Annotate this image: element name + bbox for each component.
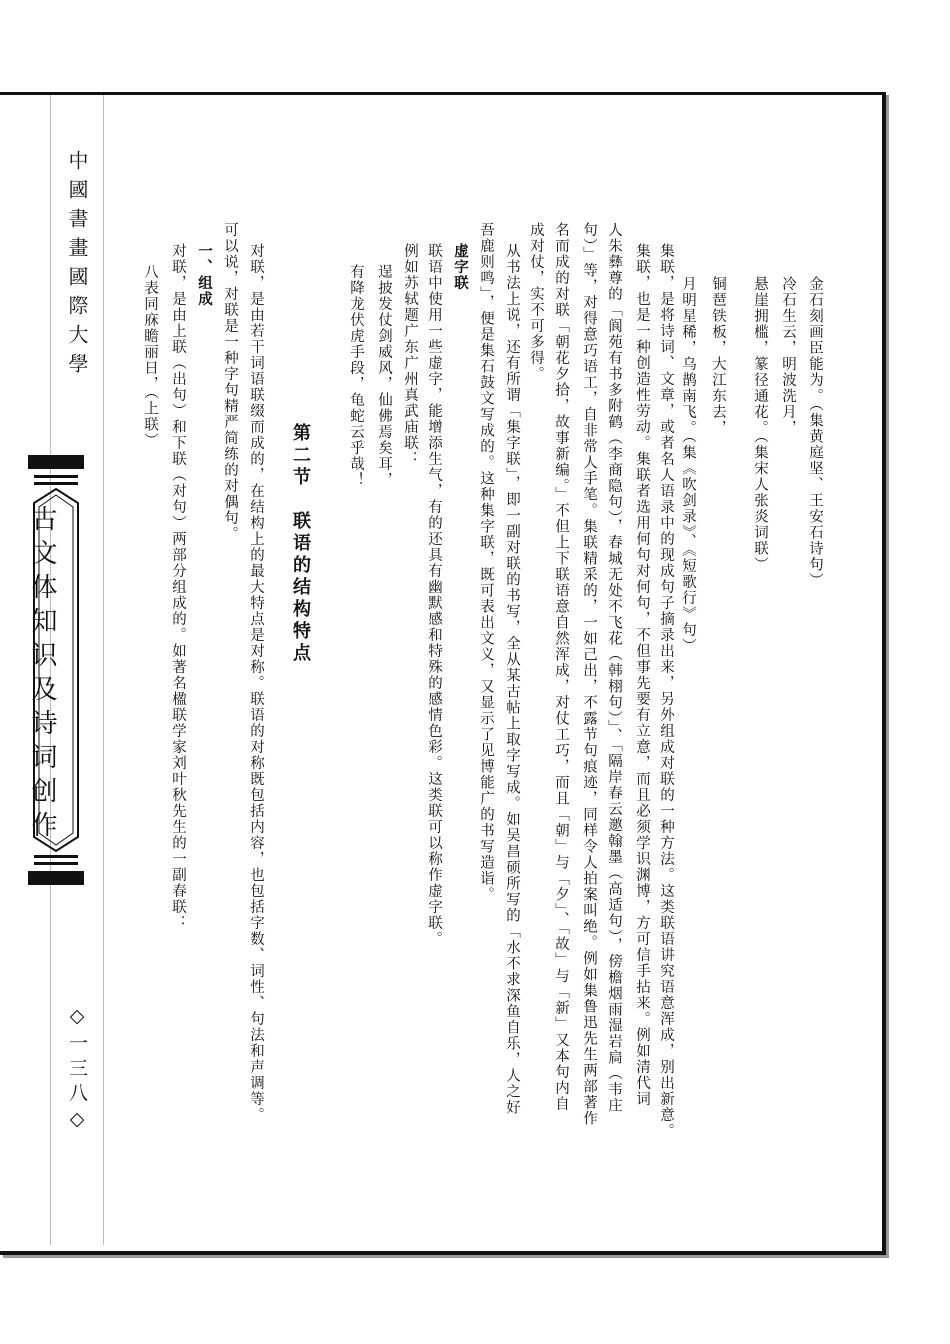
text-column: 吾鹿则鸣」，便是集石鼓文写成的。这种集字联，既可表出文义，又显示了见博能广的书写造诣。 — [478, 222, 494, 903]
text-column: 句）」等，对得意巧语工，自非常人手笔。集联精采的，一如己出，不露节句痕迹，同样令人拍案叫绝。例如集鲁迅先生两部著作 — [581, 222, 597, 1127]
text-column: 对联，是由若干词语联缀而成的，在结构上的最大特点是对称。联语的对称既包括内容，也包括字数、词性、句法和声调等。 — [248, 243, 264, 1123]
page-number: ◇一三八◇ — [66, 1005, 88, 1136]
text-column: 集联，也是一种创造性劳动。集联者选用何句对何句，不但事先要有立意，而且必须学识渊博，方可信手拈来。例如清代词 — [634, 243, 650, 1107]
text-column: 从书法上说，还有所谓「集字联」，即一副对联的书写，全从某古帖上取字写成。如吴昌硕所写的「水不求深鱼自乐，人之好 — [504, 243, 520, 1116]
book-title: 古文体知识及诗词创作 — [27, 505, 57, 845]
text-column: 虚字联 — [452, 243, 468, 291]
publisher-name: 中國書畫國際大學 — [65, 150, 89, 382]
text-column: 集联，是将诗词、文章，或者名人语录中的现成句子摘录出来，另外组成对联的一种方法。这类联语讲究语意浑成，别出新意。 — [658, 243, 674, 1139]
text-column: 对联，是由上联（出句）和下联（对句）两部分组成的。如著名楹联学家刘叶秋先生的一副春联： — [170, 243, 186, 931]
text-column: 例如苏轼题广东广州真武庙联： — [402, 243, 418, 467]
text-column: 金石刻画臣能为。（集黄庭坚、王安石诗句） — [807, 276, 823, 589]
text-column: 可以说，对联是一种字句精严简练的对偶句。 — [222, 222, 238, 542]
text-column: 月明星稀，乌鹊南飞。（集《吹剑录》、《短歌行》句） — [680, 276, 696, 655]
banner-bottom-cap — [28, 871, 84, 885]
text-column: 铜琶铁板，大江东去， — [710, 276, 726, 436]
text-column: 名而成的对联「朝花夕拾，故事新编。」不但上下联语意自然浑成，对仗工巧，而且「朝」与「夕」、「故」与「新」又本句内自 — [553, 222, 569, 1113]
text-column: 联语中使用一些虚字，能增添生气，有的还具有幽默感和特殊的感情色彩。这类联可以称作虚字联。 — [426, 243, 442, 947]
banner-stripe — [34, 862, 78, 865]
text-column: 逞披发仗剑威风，仙佛焉矣耳， — [376, 264, 392, 488]
text-column: 成对仗，实不可多得。 — [528, 222, 544, 382]
text-column: 一、组成 — [196, 243, 212, 307]
text-column: 悬崖拥槛，篆径通花。（集宋人张炎词联） — [752, 276, 768, 573]
text-column: 冷石生云，明波洗月， — [780, 276, 796, 436]
text-column: 人朱彝尊的「阆苑有书多附鹤（李商隐句），春城无处不飞花（韩栩句）」、「隔岸春云邀翰墨（高适句），傍檐烟雨湿岩扃（韦庄 — [606, 222, 622, 1114]
section-heading: 第二节 联语的结构特点 — [290, 423, 311, 665]
text-column: 有降龙伏虎手段，龟蛇云乎哉！ — [348, 264, 364, 488]
text-column: 八表同庥瞻丽日，（上联） — [142, 264, 158, 449]
banner-stripe — [34, 855, 78, 858]
